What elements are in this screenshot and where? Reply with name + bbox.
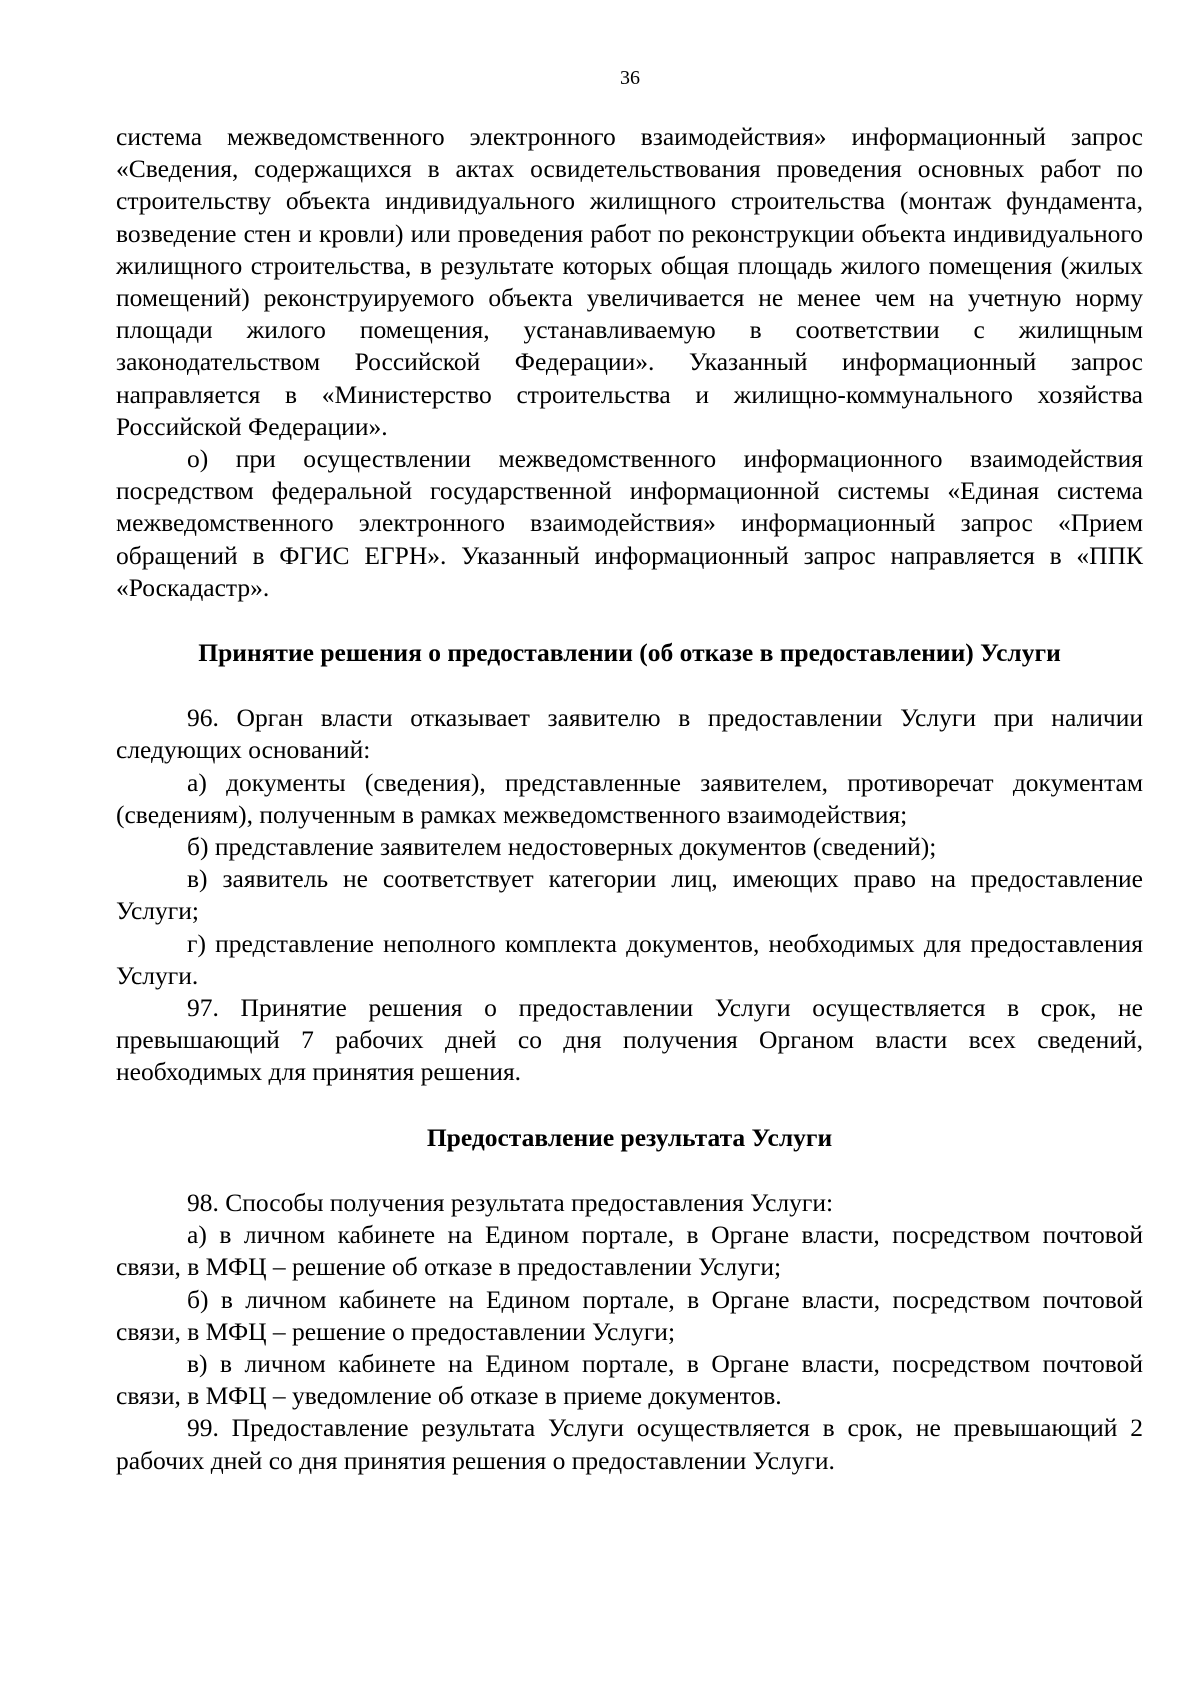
- paragraph: г) представление неполного комплекта документов, необходимых для предоставления Услуги.: [116, 928, 1143, 990]
- section-top: [116, 121, 1143, 604]
- paragraph: 99. Предоставление результата Услуги осуществляется в срок, не превышающий 2 рабочих дней со дня принятия решения о предоставлении Услуги.: [116, 1413, 1143, 1475]
- paragraph: 98. Способы получения результата предоставления Услуги:: [187, 1187, 834, 1217]
- paragraph: а) в личном кабинете на Едином портале, в Органе власти, посредством почтовой связи, в МФЦ – решение об отказе в предоставлении Услуги;: [116, 1220, 1143, 1282]
- paragraph: в) заявитель не соответствует категории лиц, имеющих право на предоставление Услуги;: [116, 864, 1143, 926]
- section-heading: Принятие решения о предоставлении (об отказе в предоставлении) Услуги: [198, 638, 1061, 668]
- paragraph: б) в личном кабинете на Едином портале, в Органе власти, посредством почтовой связи, в МФЦ – решение о предоставлении Услуги;: [116, 1284, 1143, 1346]
- paragraph: о) при осуществлении межведомственного информационного взаимодействия посредством федеральной государственной информационной системы «Единая система межведомственного электронного взаимодействия» информационный запрос «Прием обращений в ФГИС ЕГРН». Указанный информационный запрос направляется в «ППК «Роскадастр».: [116, 444, 1143, 602]
- paragraph: б) представление заявителем недостоверных документов (сведений);: [187, 832, 937, 862]
- document-body: [116, 121, 1143, 1477]
- page-number: 36: [620, 67, 640, 89]
- paragraph: 97. Принятие решения о предоставлении Услуги осуществляется в срок, не превышающий 7 рабочих дней со дня получения Органом власти всех сведений, необходимых для принятия решения.: [116, 993, 1143, 1087]
- paragraph: в) в личном кабинете на Едином портале, в Органе власти, посредством почтовой связи, в МФЦ – уведомление об отказе в приеме документов.: [116, 1348, 1143, 1411]
- paragraph: 96. Орган власти отказывает заявителю в предоставлении Услуги при наличии следующих оснований:: [116, 703, 1143, 765]
- section-decision: [116, 702, 1143, 1088]
- section-result: [116, 1187, 1143, 1477]
- paragraph: система межведомственного электронного взаимодействия» информационный запрос «Сведения, содержащихся в актах освидетельствования проведения основных работ по строительству объекта индивидуального жилищного строительства (монтаж фундамента, возведение стен и кровли) или проведения работ по реконструкции объекта индивидуального жилищного строительства, в результате которых общая площадь жилого помещения (жилых помещений) реконструируемого объекта увеличивается не менее чем на учетную норму площади жилого помещения, устанавливаемую в соответствии с жилищным законодательством Российской Федерации». Указанный информационный запрос направляется в «Министерство строительства и жилищно-коммунального хозяйства Российской Федерации».: [116, 122, 1143, 441]
- section-heading: Предоставление результата Услуги: [426, 1122, 833, 1152]
- paragraph: а) документы (сведения), представленные заявителем, противоречат документам (сведениям), полученным в рамках межведомственного взаимодействия;: [116, 767, 1143, 829]
